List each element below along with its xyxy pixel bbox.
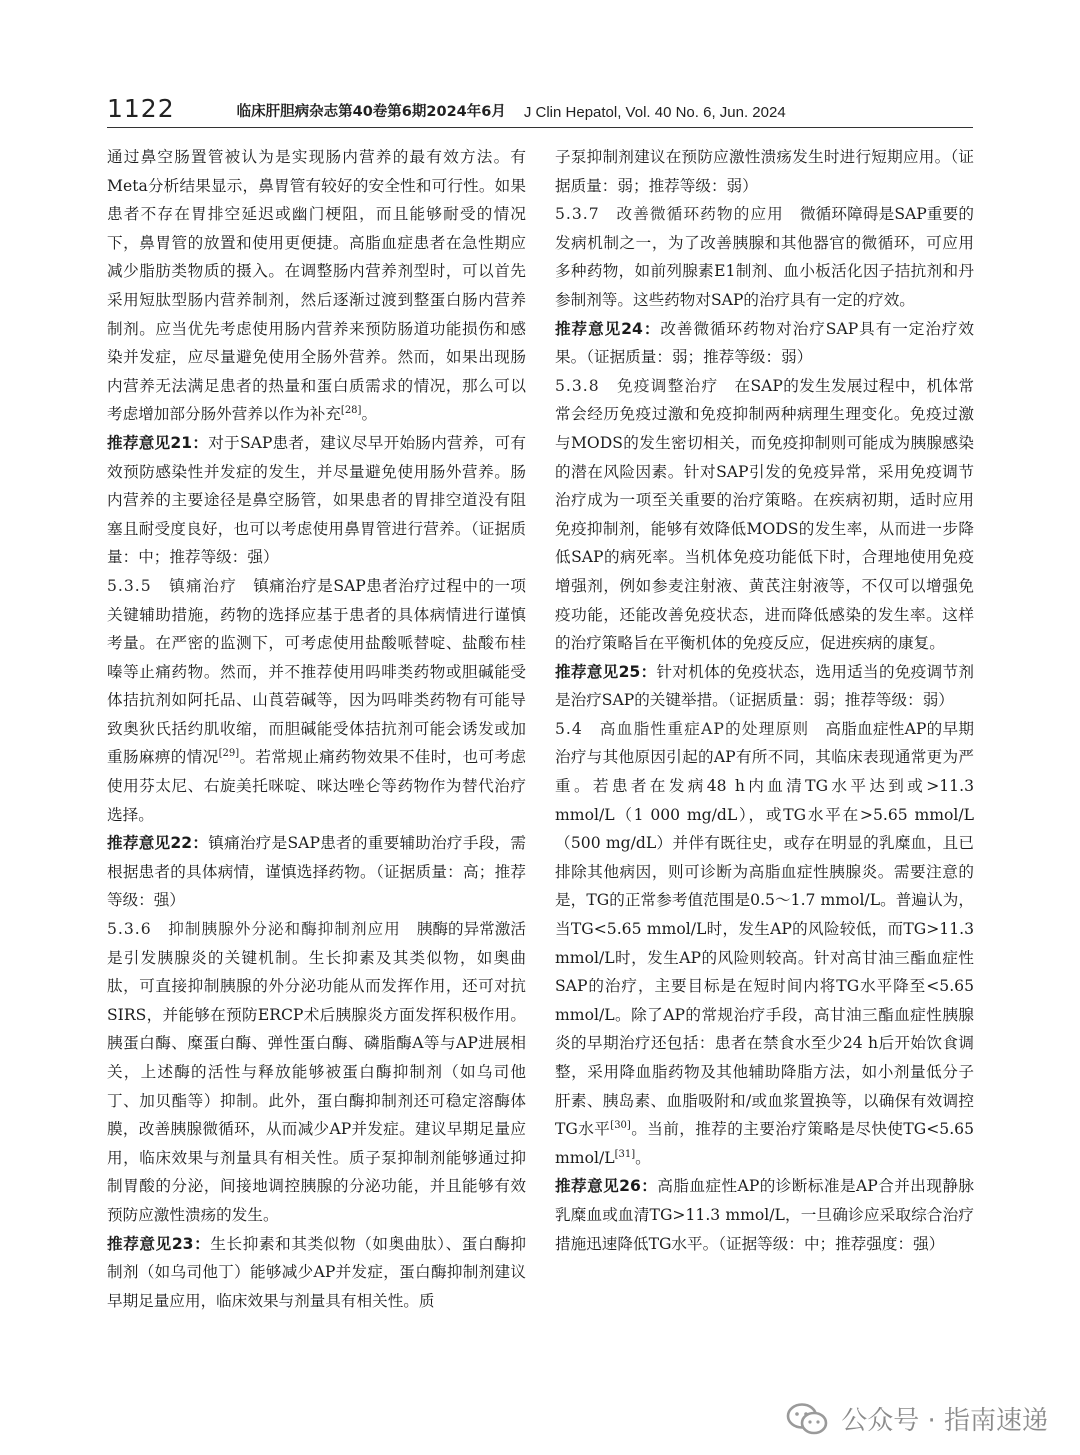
watermark-text: 公众号 · 指南速递 — [841, 1406, 1048, 1436]
citation: [31] — [614, 1148, 636, 1160]
section-5-3-8: 5.3.8 免疫调整治疗 在SAP的发生发展过程中，机体常常会经历免疫过激和免疫抑制两种病理生理变化。免疫过激与MODS的发生密切相关，而免疫抑制则可能成为胰腺感染的潜在风险因素。针对SAP引发的免疫异常，采用免疫调节治疗成为一项至关重要的治疗策略。在疾病初期，适时应用免疫抑制剂，能够有效降低MODS的发生率，从而进一步降低SAP的病死率。当机体免疫功能低下时，合理地使用免疫增强剂，例如参麦注射液、黄芪注射液等，不仅可以增强免疫功能，还能改善免疫状态，进而降低感染的发生率。这样的治疗策略旨在平衡机体的免疫反应，促进疾病的康复。 — [555, 376, 975, 653]
citation: [28] — [340, 405, 362, 417]
journal-title-en: J Clin Hepatol, Vol. 40 No. 6, Jun. 2024 — [523, 104, 786, 121]
section-title: 5.4 高血脂性重症AP的处理原则 — [555, 719, 810, 738]
wechat-icon — [785, 1401, 829, 1437]
recommendation-label: 推荐意见25： — [555, 662, 657, 681]
recommendation-label: 推荐意见22： — [107, 834, 209, 853]
citation: [30] — [610, 1120, 631, 1131]
section-5-3-7: 5.3.7 改善微循环药物的应用 微循环障碍是SAP重要的发病机制之一，为了改善胰腺和其他器官的微循环，可应用多种药物，如前列腺素E1制剂、血小板活化因子拮抗剂和丹参制剂等。这些药物对SAP的治疗具有一定的疗效。 — [555, 205, 975, 309]
recommendation-label: 推荐意见21： — [107, 433, 209, 452]
section-title: 5.3.7 改善微循环药物的应用 — [555, 205, 784, 224]
recommendation-label: 推荐意见26： — [555, 1177, 658, 1196]
recommendation-21: 推荐意见21：对于SAP患者，建议尽早开始肠内营养，可有效预防感染性并发症的发生，并尽量避免使用肠外营养。肠内营养的主要途径是鼻空肠管，如果患者的胃排空道没有阻塞且耐受度良好，也可以考虑使用鼻胃管进行营养。（证据质量：中；推荐等级：强） — [107, 433, 527, 567]
paragraph: 子泵抑制剂建议在预防应激性溃疡发生时进行短期应用。（证据质量：弱；推荐等级：弱） — [555, 148, 974, 195]
recommendation-24: 推荐意见24：改善微循环药物对治疗SAP具有一定治疗效果。（证据质量：弱；推荐等级：弱） — [555, 319, 975, 367]
citation: [29] — [218, 748, 240, 760]
paragraph: 通过鼻空肠置管被认为是实现肠内营养的最有效方法。有Meta分析结果显示，鼻胃管有较好的安全性和可行性。如果患者不存在胃排空延迟或幽门梗阻，而且能够耐受的情况下，鼻胃管的放置和使用更便捷。高脂血症患者在急性期应减少脂肪类物质的摄入。在调整肠内营养剂型时，可以首先采用短肽型肠内营养制剂，然后逐渐过渡到整蛋白肠内营养制剂。应当优先考虑使用肠内营养来预防肠道功能损伤和感染并发症，应尽量避免使用全肠外营养。然而，如果出现肠内营养无法满足患者的热量和蛋白质需求的情况，那么可以考虑增加部分肠外营养以作为补充[28]。 — [107, 148, 526, 424]
recommendation-25: 推荐意见25：针对机体的免疫状态，选用适当的免疫调节剂是治疗SAP的关键举措。（证据质量：弱；推荐等级：弱） — [555, 662, 974, 710]
recommendation-26: 推荐意见26：高脂血症性AP的诊断标准是AP合并出现静脉乳糜血或血清TG>11.3 mmol/L，一旦确诊应采取综合治疗措施迅速降低TG水平。（证据等级：中；推荐强度：强） — [555, 1177, 974, 1253]
recommendation-label: 推荐意见23： — [107, 1234, 211, 1253]
left-column — [107, 143, 526, 1315]
recommendation-22: 推荐意见22：镇痛治疗是SAP患者的重要辅助治疗手段，需根据患者的具体病情，谨慎选择药物。（证据质量：高；推荐等级：强） — [107, 834, 527, 910]
section-5-3-6: 5.3.6 抑制胰腺外分泌和酶抑制剂应用 胰酶的异常激活是引发胰腺炎的关键机制。生长抑素及其类似物，如奥曲肽，可直接抑制胰腺的外分泌功能从而发挥作用，还可对抗SIRS，并能够在预防ERCP术后胰腺炎方面发挥积极作用。胰蛋白酶、糜蛋白酶、弹性蛋白酶、磷脂酶A等与AP进展相关，上述酶的活性与释放能够被蛋白酶抑制剂（如乌司他丁、加贝酯等）抑制。此外，蛋白酶抑制剂还可稳定溶酶体膜，改善胰腺微循环，从而减少AP并发症。建议早期足量应用，临床效果与剂量具有相关性。质子泵抑制剂能够通过抑制胃酸的分泌，间接地调控胰腺的分泌功能，并且能够有效预防应激性溃疡的发生。 — [107, 920, 526, 1224]
section-5-4: 5.4 高血脂性重症AP的处理原则 高脂血症性AP的早期治疗与其他原因引起的AP有所不同，其临床表现通常更为严重。若患者在发病48 h内血清TG水平达到或>11.3 mmol/L（1 000 mg/dL），或TG水平在>5.65 mmol/L（500 mg/dL）并伴有既往史，或存在明显的乳糜血，且已排除其他病因，则可诊断为高脂血症性胰腺炎。需要注意的是，TG的正常参考值范围是0.5～1.7 mmol/L。普遍认为，当TG<5.65 mmol/L时，发生AP的风险较低，而TG>11.3 mmol/L时，发生AP的风险则较高。针对高甘油三酯血症性SAP的治疗，主要目标是在短时间内将TG水平降至<5.65 mmol/L。除了AP的常规治疗手段，高甘油三酯血症性胰腺炎的早期治疗还包括：患者在禁食水至少24 h后开始饮食调整，采用降血脂药物及其他辅助降脂方法，如小剂量低分子肝素、胰岛素、血脂吸附和/或血浆置换等，以确保有效调控TG水平[30]。当前，推荐的主要治疗策略是尽快使TG<5.65 mmol/L[31]。 — [555, 719, 974, 1167]
right-column — [555, 143, 974, 1258]
watermark — [785, 1400, 1048, 1437]
section-5-3-5: 5.3.5 镇痛治疗 镇痛治疗是SAP患者治疗过程中的一项关键辅助措施，药物的选择应基于患者的具体病情进行谨慎考量。在严密的监测下，可考虑使用盐酸哌替啶、盐酸布桂嗪等止痛药物。然而，并不推荐使用吗啡类药物或胆碱能受体拮抗剂如阿托品、山莨菪碱等，因为吗啡类药物有可能导致奥狄氏括约肌收缩，而胆碱能受体拮抗剂可能会诱发或加重肠麻痹的情况[29]。若常规止痛药物效果不佳时，也可考虑使用芬太尼、右旋美托咪啶、咪达唑仑等药物作为替代治疗选择。 — [107, 576, 526, 824]
journal-title-cn: 临床肝胆病杂志第40卷第6期2024年6月 — [236, 104, 506, 120]
page-number: 1122 — [107, 94, 175, 123]
page-header — [107, 88, 973, 128]
section-title: 5.3.8 免疫调整治疗 — [555, 376, 719, 395]
recommendation-23: 推荐意见23：生长抑素和其类似物（如奥曲肽）、蛋白酶抑制剂（如乌司他丁）能够减少AP并发症，蛋白酶抑制剂建议早期足量应用，临床效果与剂量具有相关性。质 — [107, 1234, 527, 1310]
recommendation-label: 推荐意见24： — [555, 319, 661, 338]
section-title: 5.3.6 抑制胰腺外分泌和酶抑制剂应用 — [107, 920, 401, 939]
section-title: 5.3.5 镇痛治疗 — [107, 576, 238, 595]
